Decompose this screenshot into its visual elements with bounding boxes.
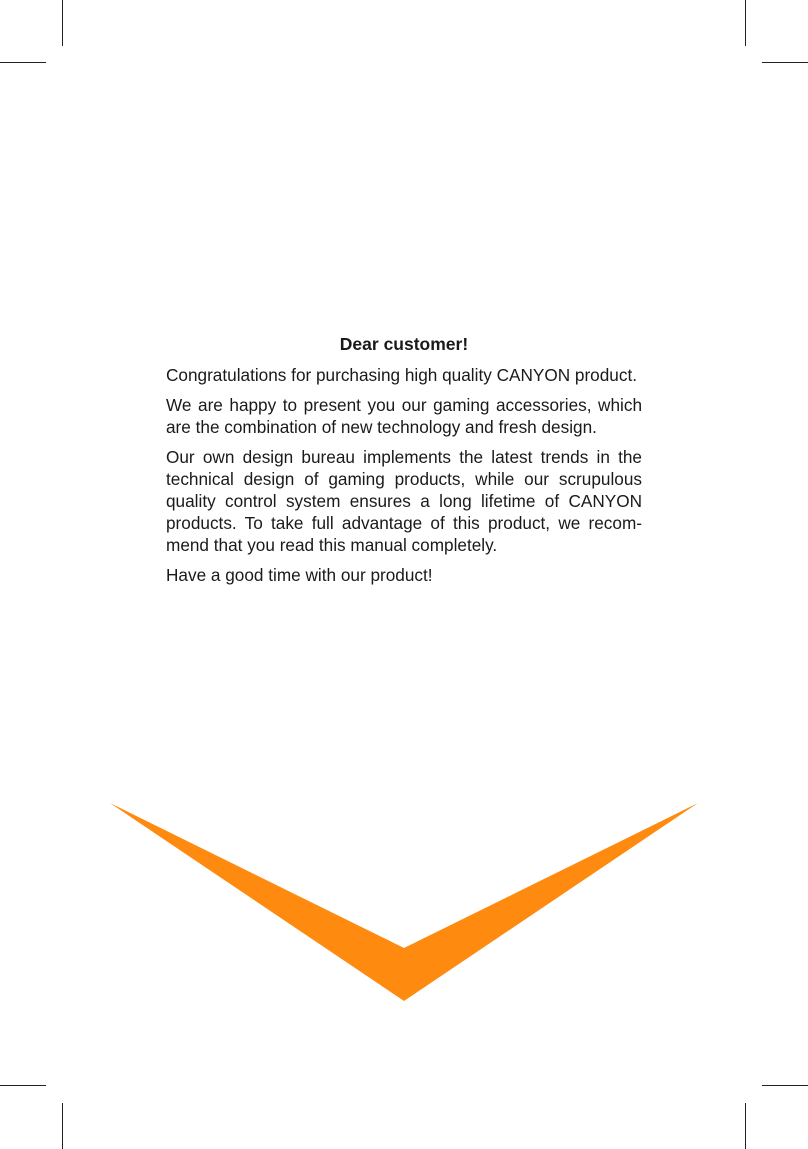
letter-paragraph-closing: Have a good time with our product! [166,565,433,585]
letter-heading: Dear customer! [339,334,469,354]
letter-paragraph-accessories: We are happy to present you our gaming accessories, which are the combination of new technology and fresh design. [166,395,642,437]
chevron-shape [110,803,698,1001]
letter-paragraph-design-bureau: Our own design bureau implements the latest trends in the technical design of gaming products, while our scrupulous quality control system ensures a long lifetime of CANYON products. To take full advantage of this product, we recom-mend that you read this manual completely. [166,447,642,555]
letter-paragraph-congratulations: Congratulations for purchasing high quality CANYON product. [166,365,637,385]
